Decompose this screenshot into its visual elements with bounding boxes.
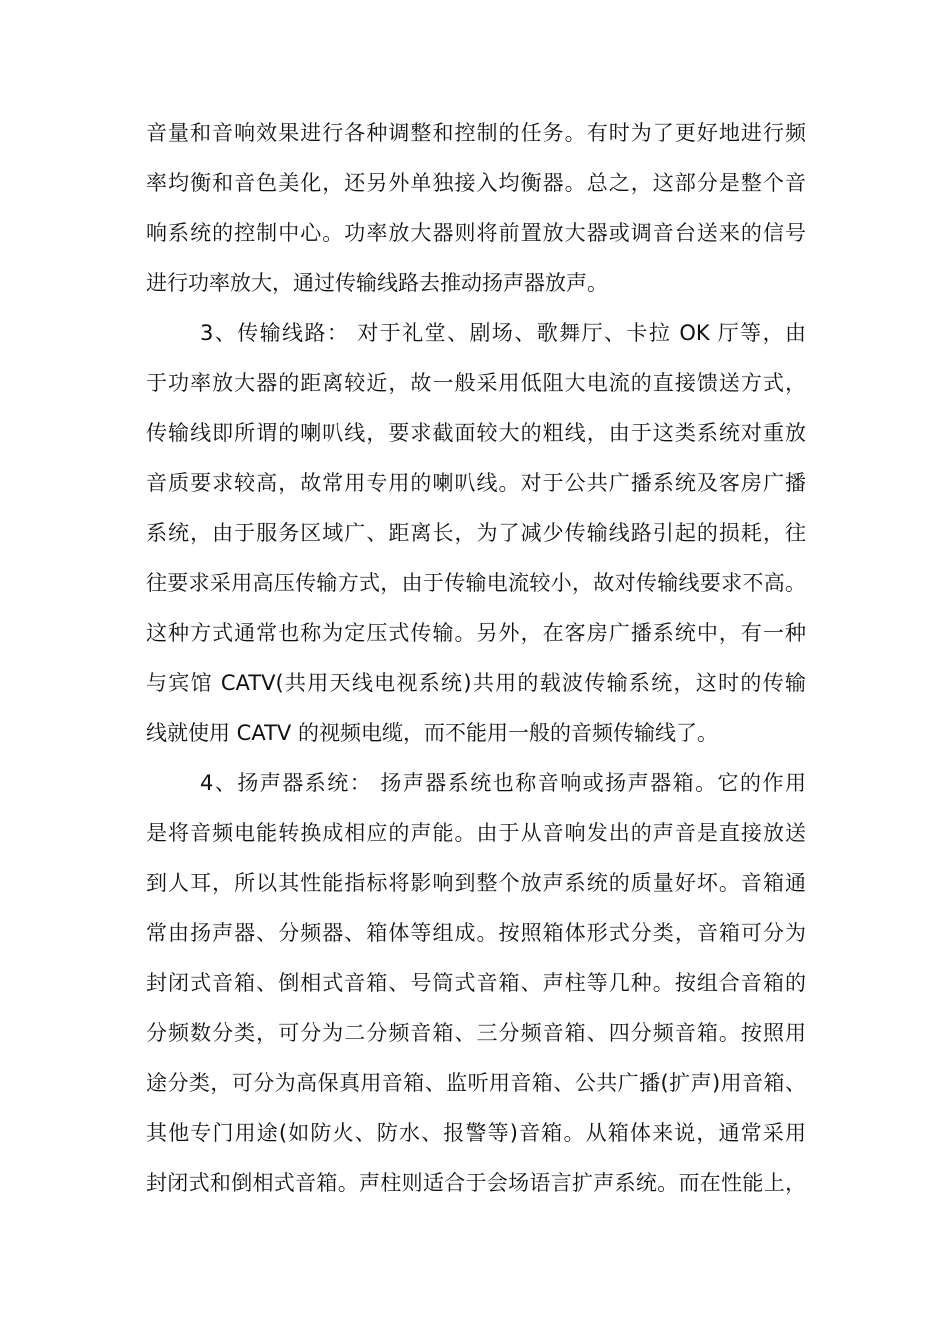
paragraph-line: 音质要求较高，故常用专用的喇叭线。对于公共广播系统及客房广播 — [146, 471, 806, 495]
paragraph-line: 分频数分类，可分为二分频音箱、三分频音箱、四分频音箱。按照用 — [146, 1021, 806, 1045]
paragraph-line: 率均衡和音色美化，还另外单独接入均衡器。总之，这部分是整个音 — [146, 171, 806, 195]
paragraph-line: 进行功率放大，通过传输线路去推动扬声器放声。 — [146, 271, 608, 295]
paragraph-line: 途分类，可分为高保真用音箱、监听用音箱、公共广播(扩声)用音箱、 — [146, 1071, 806, 1095]
paragraph-line: 封闭式和倒相式音箱。声柱则适合于会场语言扩声系统。而在性能上， — [146, 1171, 806, 1195]
section-heading-line: 4、扬声器系统： 扬声器系统也称音响或扬声器箱。它的作用 — [200, 771, 806, 795]
paragraph-line: 传输线即所谓的喇叭线，要求截面较大的粗线，由于这类系统对重放 — [146, 421, 806, 445]
paragraph-line: 往要求采用高压传输方式，由于传输电流较小，故对传输线要求不高。 — [146, 571, 806, 595]
paragraph-line: 线就使用 CATV 的视频电缆，而不能用一般的音频传输线了。 — [146, 721, 718, 745]
paragraph-line: 与宾馆 CATV(共用天线电视系统)共用的载波传输系统，这时的传输 — [146, 671, 806, 695]
paragraph-line: 是将音频电能转换成相应的声能。由于从音响发出的声音是直接放送 — [146, 821, 806, 845]
paragraph-line: 这种方式通常也称为定压式传输。另外，在客房广播系统中，有一种 — [146, 621, 806, 645]
paragraph-line: 其他专门用途(如防火、防水、报警等)音箱。从箱体来说，通常采用 — [146, 1121, 806, 1145]
paragraph-line: 封闭式音箱、倒相式音箱、号筒式音箱、声柱等几种。按组合音箱的 — [146, 971, 806, 995]
paragraph-line: 系统，由于服务区域广、距离长，为了减少传输线路引起的损耗，往 — [146, 521, 806, 545]
paragraph-line: 于功率放大器的距离较近，故一般采用低阻大电流的直接馈送方式， — [146, 371, 806, 395]
paragraph-line: 常由扬声器、分频器、箱体等组成。按照箱体形式分类，音箱可分为 — [146, 921, 806, 945]
paragraph-line: 音量和音响效果进行各种调整和控制的任务。有时为了更好地进行频 — [146, 121, 806, 145]
section-heading-line: 3、传输线路： 对于礼堂、剧场、歌舞厅、卡拉 OK 厅等，由 — [200, 321, 806, 345]
paragraph-line: 到人耳，所以其性能指标将影响到整个放声系统的质量好坏。音箱通 — [146, 871, 806, 895]
paragraph-line: 响系统的控制中心。功率放大器则将前置放大器或调音台送来的信号 — [146, 221, 806, 245]
